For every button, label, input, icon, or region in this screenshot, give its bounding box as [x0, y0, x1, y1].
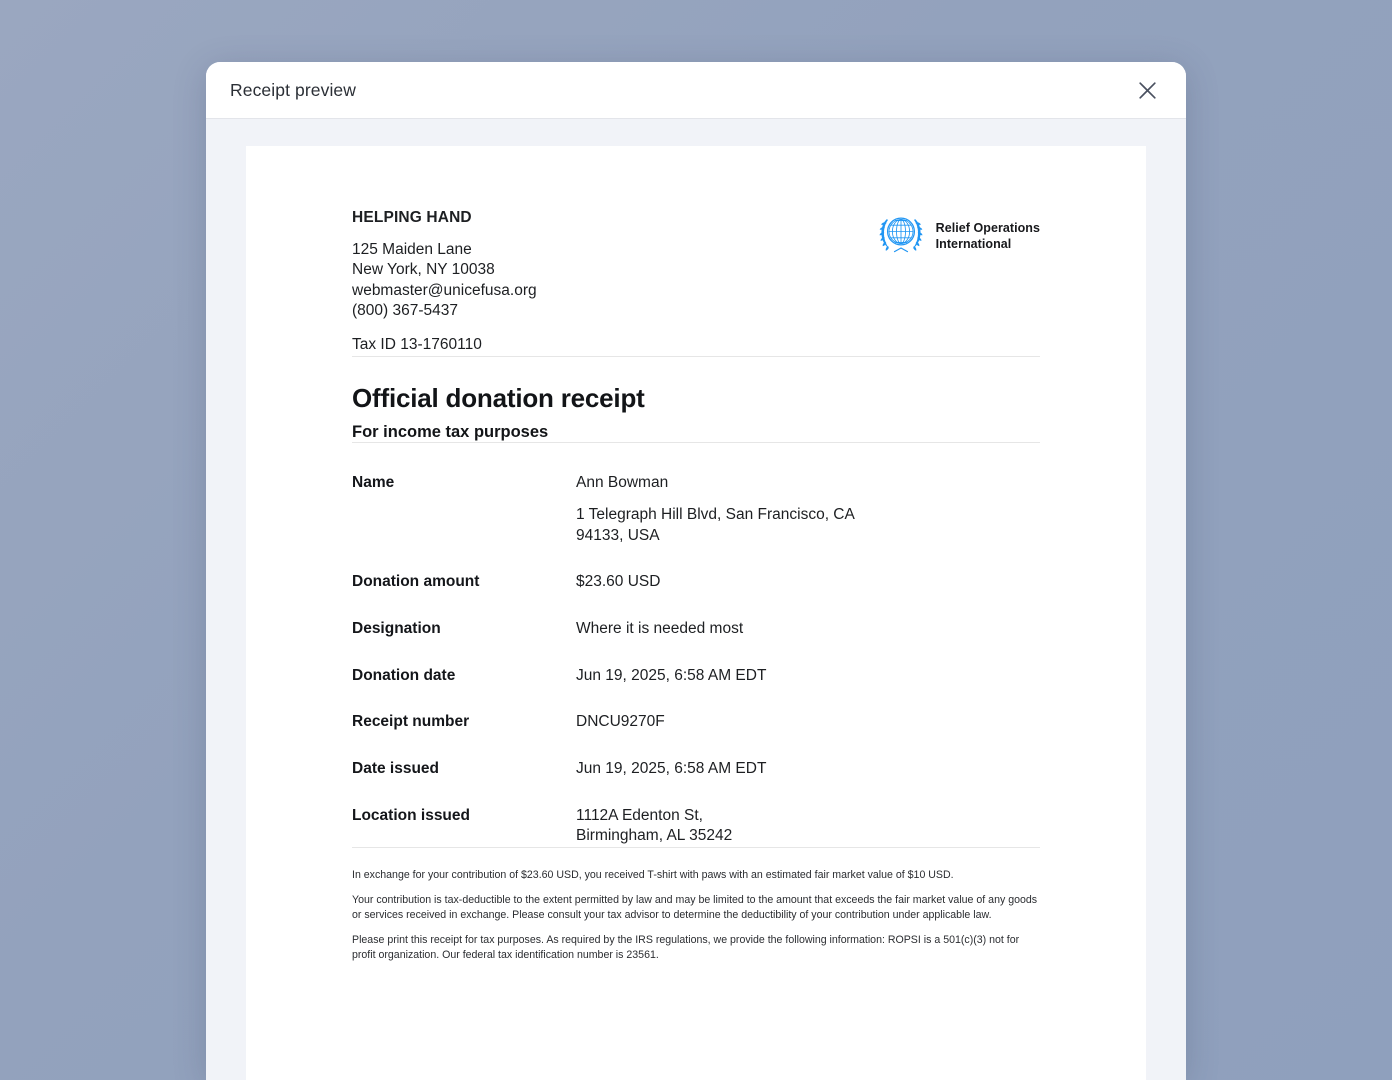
brand-name [936, 221, 1040, 253]
donor-address [576, 505, 855, 546]
receipt-title: Official donation receipt [352, 382, 645, 413]
receipt-details [352, 473, 1040, 847]
organization-email: webmaster@unicefusa.org [352, 281, 537, 299]
un-globe-laurel-icon [875, 210, 927, 263]
receipt-subtitle: For income tax purposes [352, 422, 549, 441]
detail-row-location-issued [352, 806, 1040, 847]
fine-print-paragraph-1: In exchange for your contribution of $23.60 USD, you received T-shirt with paws with an estimated fair market value of $10 USD. [352, 868, 954, 881]
brand-name-line-1: Relief Operations [935, 220, 1040, 235]
detail-row-donation-date [352, 666, 1040, 687]
page-title: Receipt preview [230, 79, 356, 100]
receipt-header [352, 208, 1040, 356]
detail-value: Jun 19, 2025, 6:58 AM EDT [576, 759, 767, 777]
donor-address-line-2: 94133, USA [576, 526, 660, 544]
modal-header [206, 62, 1186, 119]
detail-label: Donation amount [352, 573, 480, 591]
detail-label: Date issued [352, 759, 440, 777]
donor-address-line-1: 1 Telegraph Hill Blvd, San Francisco, CA [576, 506, 855, 524]
close-icon [1137, 80, 1158, 101]
detail-row-donation-amount [352, 572, 1040, 593]
organization-address [352, 240, 537, 322]
detail-row-designation [352, 619, 1040, 640]
brand-name-line-2: International [935, 236, 1012, 251]
fine-print [352, 868, 1040, 997]
divider-bottom [352, 847, 1040, 848]
receipt-preview-modal [206, 62, 1186, 1080]
fine-print-paragraph-3: Please print this receipt for tax purposes. As required by the IRS regulations, we provide the following information: ROPSI is a 501(c)(3) not for profit organization. Our federal tax identification number is 23561. [352, 933, 1020, 961]
detail-label: Donation date [352, 666, 456, 684]
organization-tax-id: Tax ID 13-1760110 [352, 336, 482, 354]
brand-logo [875, 208, 1040, 263]
detail-row-date-issued [352, 759, 1040, 780]
donor-name: Ann Bowman [576, 473, 669, 491]
detail-label: Designation [352, 620, 441, 638]
detail-value: Where it is needed most [576, 620, 744, 638]
modal-body [206, 119, 1186, 1080]
fine-print-paragraph-2: Your contribution is tax-deductible to the extent permitted by law and may be limited to the amount that exceeds the fair market value of any goods or services received in exchange. Please consult your tax advisor to determine the deductibility of your contribution under applicable law. [352, 893, 1038, 921]
detail-value: Jun 19, 2025, 6:58 AM EDT [576, 666, 767, 684]
address-line-1: 125 Maiden Lane [352, 240, 472, 258]
detail-value: DNCU9270F [576, 713, 665, 731]
organization-info [352, 208, 537, 356]
detail-label: Receipt number [352, 713, 470, 731]
location-line-2: Birmingham, AL 35242 [576, 827, 733, 845]
address-line-2: New York, NY 10038 [352, 261, 495, 279]
detail-value [576, 806, 732, 847]
close-button[interactable] [1130, 73, 1164, 107]
organization-name: HELPING HAND [352, 209, 472, 226]
detail-label: Name [352, 473, 395, 491]
detail-label: Location issued [352, 806, 470, 824]
location-line-1: 1112A Edenton St, [576, 806, 703, 824]
detail-row-name [352, 473, 1040, 547]
organization-phone: (800) 367-5437 [352, 302, 458, 320]
detail-row-receipt-number [352, 712, 1040, 733]
detail-value [576, 473, 855, 547]
divider-middle [352, 442, 1040, 443]
receipt-document [246, 146, 1146, 1080]
divider-top [352, 356, 1040, 357]
detail-value: $23.60 USD [576, 573, 661, 591]
